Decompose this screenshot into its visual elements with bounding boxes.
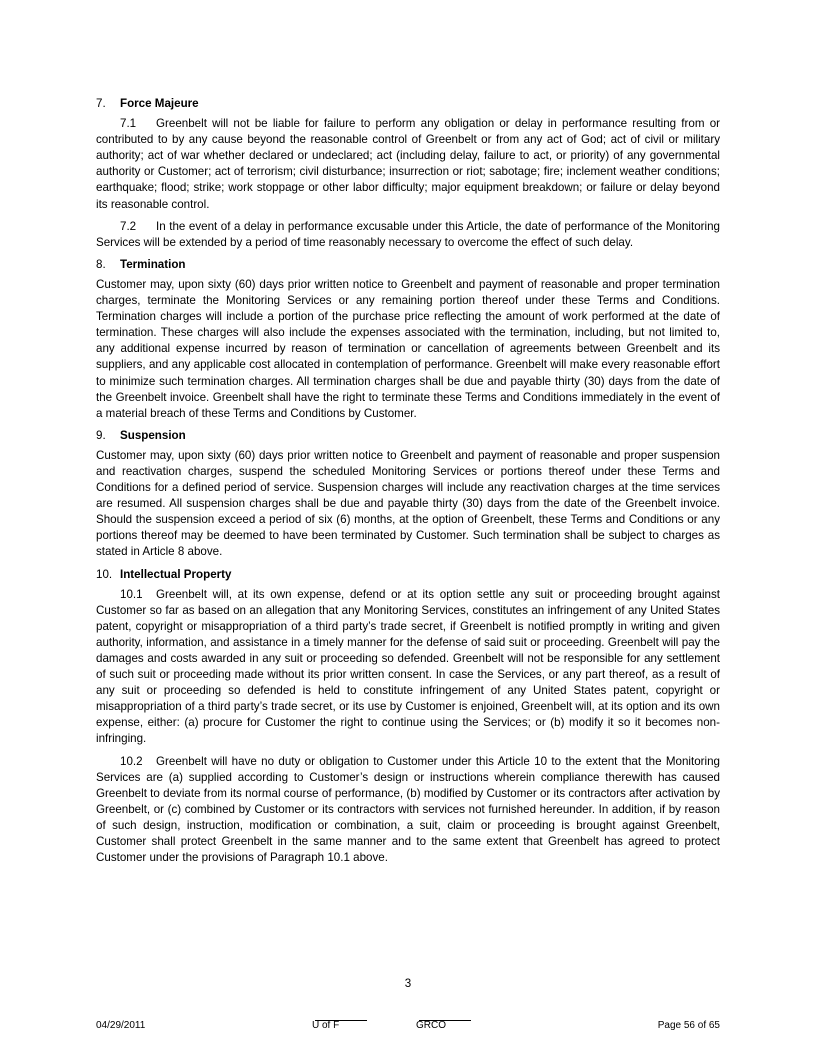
paragraph-7-2 (96, 219, 720, 251)
section-8-heading (96, 257, 720, 273)
footer-page-of: Page 56 of 65 (657, 1020, 720, 1031)
paragraph-10-2 (96, 754, 720, 867)
uof-initial-line (315, 1020, 367, 1021)
section-10-heading (96, 567, 720, 583)
paragraph-10-1 (96, 587, 720, 748)
paragraph-8: Customer may, upon sixty (60) days prior written notice to Greenbelt and payment of reasonable and proper termination charges, terminate the Monitoring Services or any remaining portion thereof under these Terms and Conditions. Termination charges will include a portion of the purchase price reflecting the amount of work performed at the date of termination. These charges will also include the expenses associated with the termination, including, but not limited to, any additional expense incurred by reason of termination or cancellation of agreements between Greenbelt and its suppliers, and any applicable cost allocated in contemplation of performance. Greenbelt will make every reasonable effort to minimize such termination charges. All termination charges shall be due and payable thirty (30) days from the date of the Greenbelt invoice. Greenbelt shall have the right to terminate these Terms and Conditions immediately in the event of a material breach of these Terms and Conditions by Customer. (96, 277, 720, 420)
page-number: 3 (404, 977, 412, 990)
section-title: Suspension (120, 428, 186, 442)
uof-label: U of F (312, 1020, 340, 1031)
section-title: Intellectual Property (120, 567, 232, 581)
document-body (96, 96, 720, 872)
section-title: Termination (120, 257, 186, 271)
paragraph-7-1 (96, 116, 720, 213)
section-7-heading (96, 96, 720, 112)
subsection-number: 7.2 (120, 219, 137, 233)
footer-date: 04/29/2011 (96, 1020, 146, 1031)
paragraph-text: Greenbelt will not be liable for failure to perform any obligation or delay in performance resulting from or contributed to by any cause beyond the reasonable control of Greenbelt or from any act of God; act of civil or military authority; act of war whether declared or undeclared; act (including delay, failure to act, or priority) of any governmental authority or Customer; act of terrorism; civil disturbance; insurrection or riot; sabotage; fire; inclement weather conditions; earthquake; flood; strike; work stoppage or other labor difficulty; major equipment breakdown; or failure or delay beyond its reasonable control. (96, 117, 720, 211)
section-title: Force Majeure (120, 97, 199, 110)
paragraph-text: In the event of a delay in performance excusable under this Article, the date of performance of the Monitoring Services will be extended by a period of time reasonably necessary to overcome the effect of such delay. (96, 219, 720, 249)
paragraph-text: Greenbelt will have no duty or obligation to Customer under this Article 10 to the extent that the Monitoring Services are (a) supplied according to Customer’s design or instructions wherein compliance therewith has caused Greenbelt to deviate from its normal course of performance, (b) modified by Customer or its contractors after activation by Greenbelt, or (c) combined by Customer or its contractors with services not furnished hereunder. In addition, if by reason of such design, instruction, modification or combination, a suit, claim or proceeding is brought against Greenbelt, Customer shall protect Greenbelt in the same manner and to the same extent that Greenbelt has agreed to protect Customer under the provisions of Paragraph 10.1 above. (96, 754, 720, 865)
section-number: 10. (96, 567, 113, 581)
paragraph-text: Greenbelt will, at its own expense, defend or at its option settle any suit or proceeding brought against Customer so far as based on an allegation that any Monitoring Services, constitutes an infringement of any United States patent, copyright or misappropriation of a third party’s trade secret, if Greenbelt is notified promptly in writing and given authority, information, and assistance in a timely manner for the defense of said suit or proceeding. Greenbelt will pay the damages and costs awarded in any suit or proceeding so defended. Greenbelt will not be responsible for any settlement of such suit or proceeding made without its prior written consent. In case the Services, or any part thereof, as a result of any suit or proceeding so defended is held to constitute infringement of any United States patent, copyright or misappropriation of a third party’s trade secret, or its use by Customer is enjoined, Greenbelt will, at its option and its own expense, either: (a) procure for Customer the right to continue using the Services; or (b) modify it so it becomes non-infringing. (96, 587, 720, 746)
section-number: 9. (96, 428, 106, 442)
subsection-number: 10.1 (120, 587, 143, 601)
grco-label: GRCO (416, 1020, 446, 1031)
section-number: 7. (96, 97, 106, 110)
grco-initial-line (419, 1020, 471, 1021)
subsection-number: 7.1 (120, 117, 137, 131)
section-number: 8. (96, 257, 106, 271)
paragraph-9: Customer may, upon sixty (60) days prior written notice to Greenbelt and payment of reasonable and proper suspension and reactivation charges, suspend the scheduled Monitoring Services or portions thereof under these Terms and Conditions for a defined period of service. Suspension charges will include any reactivation charges at the time services are resumed. All suspension charges shall be due and payable thirty (30) days from the date of the Greenbelt invoice. Should the suspension exceed a period of six (6) months, at the option of Greenbelt, these Terms and Conditions or any portions thereof may be deemed to have been terminated by Customer. Such termination shall be subject to charges as stated in Article 8 above. (96, 448, 720, 559)
subsection-number: 10.2 (120, 754, 143, 768)
page-footer (96, 1020, 720, 1034)
section-9-heading (96, 428, 720, 444)
